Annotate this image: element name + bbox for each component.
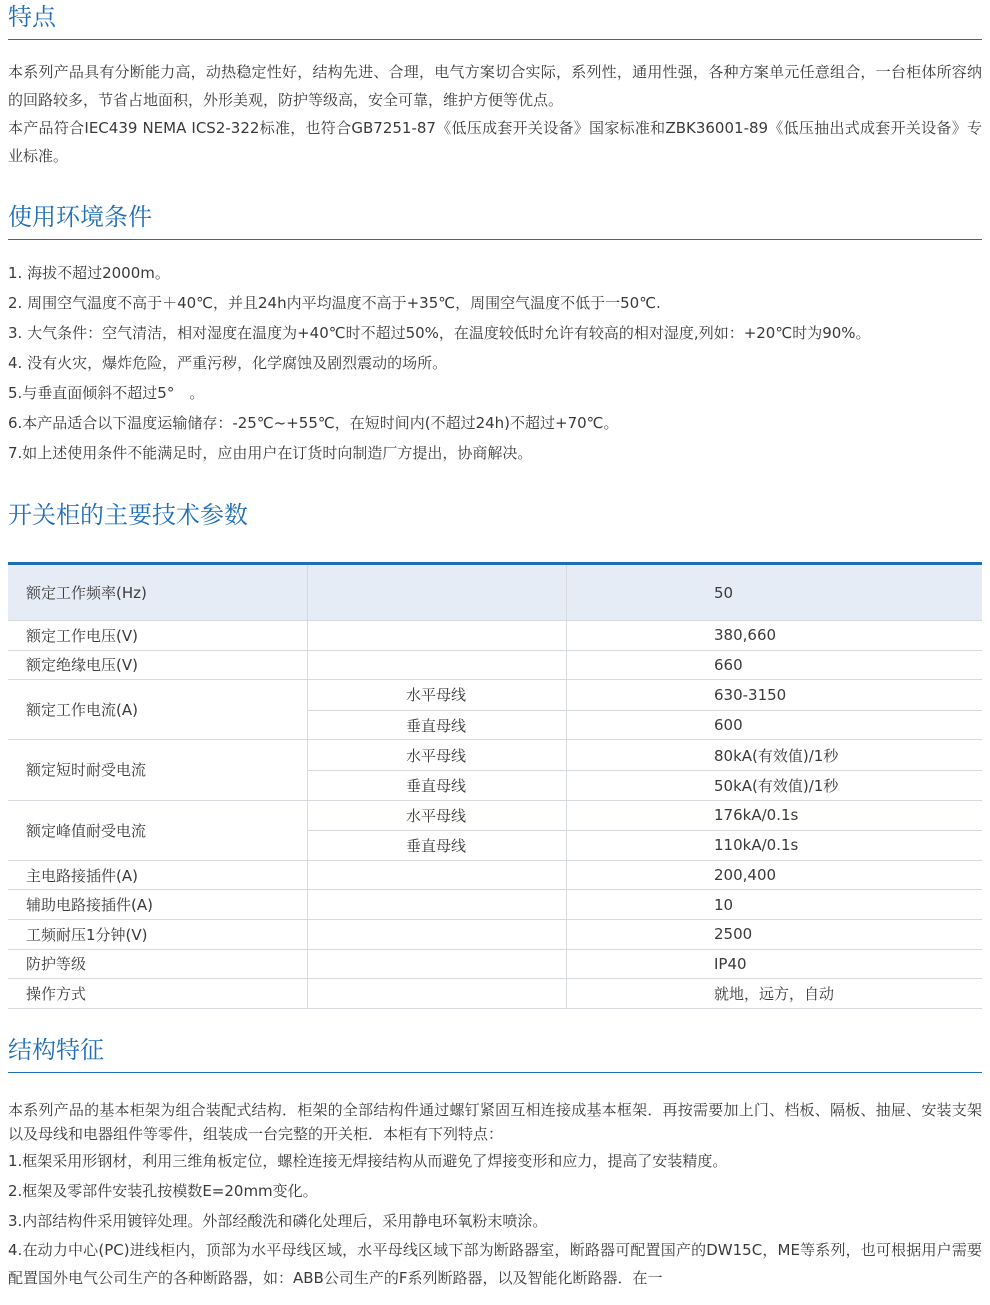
table-cell-sub: 垂直母线 [308,771,567,800]
table-subrow [308,830,982,860]
features-divider [8,39,982,40]
table-subrow [308,680,982,710]
table-cell-sub [308,950,567,979]
table-cell-sub [308,861,567,890]
table-cell-param: 工频耐压1分钟(V) [8,920,308,949]
table-row [8,950,982,980]
table-header-row [8,565,982,621]
table-cell-param: 额定绝缘电压(V) [8,651,308,680]
specs-table [8,562,982,1009]
environment-section [8,202,982,240]
specs-title: 开关柜的主要技术参数 [8,501,248,529]
table-subrow [308,710,982,740]
environment-list [8,258,982,468]
table-subrow [308,740,982,770]
table-cell-value: 176kA/0.1s [714,806,799,825]
table-cell-sub [308,621,567,650]
environment-item: 1. 海拔不超过2000m。 [8,264,170,282]
structure-title: 结构特征 [8,1036,104,1064]
table-cell-sub: 水平母线 [308,680,567,710]
table-cell-value: 就地，远方，自动 [714,984,835,1003]
table-row [8,861,982,891]
table-cell-param: 操作方式 [8,979,308,1008]
environment-item: 2. 周围空气温度不高于＋40℃，并且24h内平均温度不高于+35℃，周围空气温度不低于一50℃. [8,294,661,312]
table-subrow [308,801,982,831]
environment-title: 使用环境条件 [8,203,152,231]
table-cell-param: 额定工作频率(Hz) [8,565,308,621]
table-row [8,621,982,651]
table-subrow [308,770,982,800]
table-cell-value: 80kA(有效值)/1秒 [714,746,839,765]
structure-body [8,1098,982,1292]
table-cell-value: 380,660 [714,626,777,645]
structure-paragraph: 1.框架采用形钢材，利用三维角板定位，螺栓连接无焊接结构从而避免了焊接变形和应力，提高了安装精度。 [8,1152,728,1170]
structure-paragraph: 4.在动力中心(PC)进线柜内，顶部为水平母线区域，水平母线区域下部为断路器室，断路器可配置国产的DW15C，ME等系列，也可根据用户需要配置国外电气公司生产的各种断路器，如：ABB公司生产的F系列断路器，以及智能化断路器．在一 [8,1241,982,1287]
features-paragraph: 本产品符合IEC439 NEMA ICS2-322标准，也符合GB7251-87《低压成套开关设备》国家标准和ZBK36001-89《低压抽出式成套开关设备》专业标准。 [8,119,982,165]
table-cell-value: 600 [714,716,743,735]
environment-divider [8,239,982,240]
environment-item: 3. 大气条件：空气清洁，相对湿度在温度为+40℃时不超过50%，在温度较低时允许有较高的相对湿度,列如：+20℃时为90%。 [8,324,871,342]
table-cell-value: 110kA/0.1s [714,836,799,855]
features-body [8,58,982,170]
table-cell-param: 主电路接插件(A) [8,861,308,890]
structure-paragraph: 3.内部结构件采用镀锌处理。外部经酸洗和磷化处理后，采用静电环氧粉末喷涂。 [8,1212,548,1230]
table-cell-sub [308,920,567,949]
structure-divider [8,1072,982,1073]
structure-paragraph: 本系列产品的基本柜架为组合装配式结构．柜架的全部结构件通过螺钉紧固互相连接成基本框架．再按需要加上门、档板、隔板、抽屉、安装支架以及母线和电器组件等零件，组装成一台完整的开关柜．本柜有下列特点： [8,1101,982,1143]
features-title: 特点 [8,3,56,31]
environment-item: 4. 没有火灾，爆炸危险，严重污秽，化学腐蚀及剧烈震动的场所。 [8,354,448,372]
table-cell-sub [308,565,567,621]
table-row [8,979,982,1009]
table-cell-sub [308,651,567,680]
table-cell-value: 50 [714,583,734,602]
table-row [8,890,982,920]
table-cell-sub: 垂直母线 [308,711,567,740]
table-cell-sub [308,890,567,919]
table-row [8,920,982,950]
table-row-group [8,801,982,861]
table-cell-param: 额定工作电流(A) [8,680,308,739]
features-paragraph: 本系列产品具有分断能力高，动热稳定性好，结构先进、合理，电气方案切合实际，系列性，通用性强，各种方案单元任意组合，一台柜体所容纳的回路较多，节省占地面积，外形美观，防护等级高，安全可靠，维护方便等优点。 [8,63,982,109]
structure-paragraph: 2.框架及零部件安装孔按模数E=20mm变化。 [8,1182,318,1200]
table-cell-value: 10 [714,895,734,914]
table-cell-value: 630-3150 [714,685,787,704]
table-cell-value: 50kA(有效值)/1秒 [714,776,839,795]
specs-section [8,500,982,530]
table-cell-sub: 水平母线 [308,740,567,770]
environment-item: 7.如上述使用条件不能满足时，应由用户在订货时向制造厂方提出，协商解决。 [8,444,533,462]
table-cell-value: 660 [714,655,743,674]
table-cell-param: 辅助电路接插件(A) [8,890,308,919]
table-cell-param: 防护等级 [8,950,308,979]
table-cell-param: 额定工作电压(V) [8,621,308,650]
structure-section [8,1035,982,1073]
table-cell-param: 额定短时耐受电流 [8,740,308,799]
environment-item: 5.与垂直面倾斜不超过5° 。 [8,384,205,402]
features-section [8,2,982,40]
table-cell-value: 200,400 [714,866,777,885]
table-cell-value: IP40 [714,954,747,973]
table-row [8,651,982,681]
table-cell-value: 2500 [714,925,753,944]
table-row-group [8,740,982,800]
table-cell-param: 额定峰值耐受电流 [8,801,308,860]
table-row-group [8,680,982,740]
table-cell-sub: 垂直母线 [308,831,567,860]
table-cell-sub: 水平母线 [308,801,567,831]
table-cell-sub [308,979,567,1008]
environment-item: 6.本产品适合以下温度运输储存：-25℃~+55℃，在短时间内(不超过24h)不超过+70℃。 [8,414,619,432]
